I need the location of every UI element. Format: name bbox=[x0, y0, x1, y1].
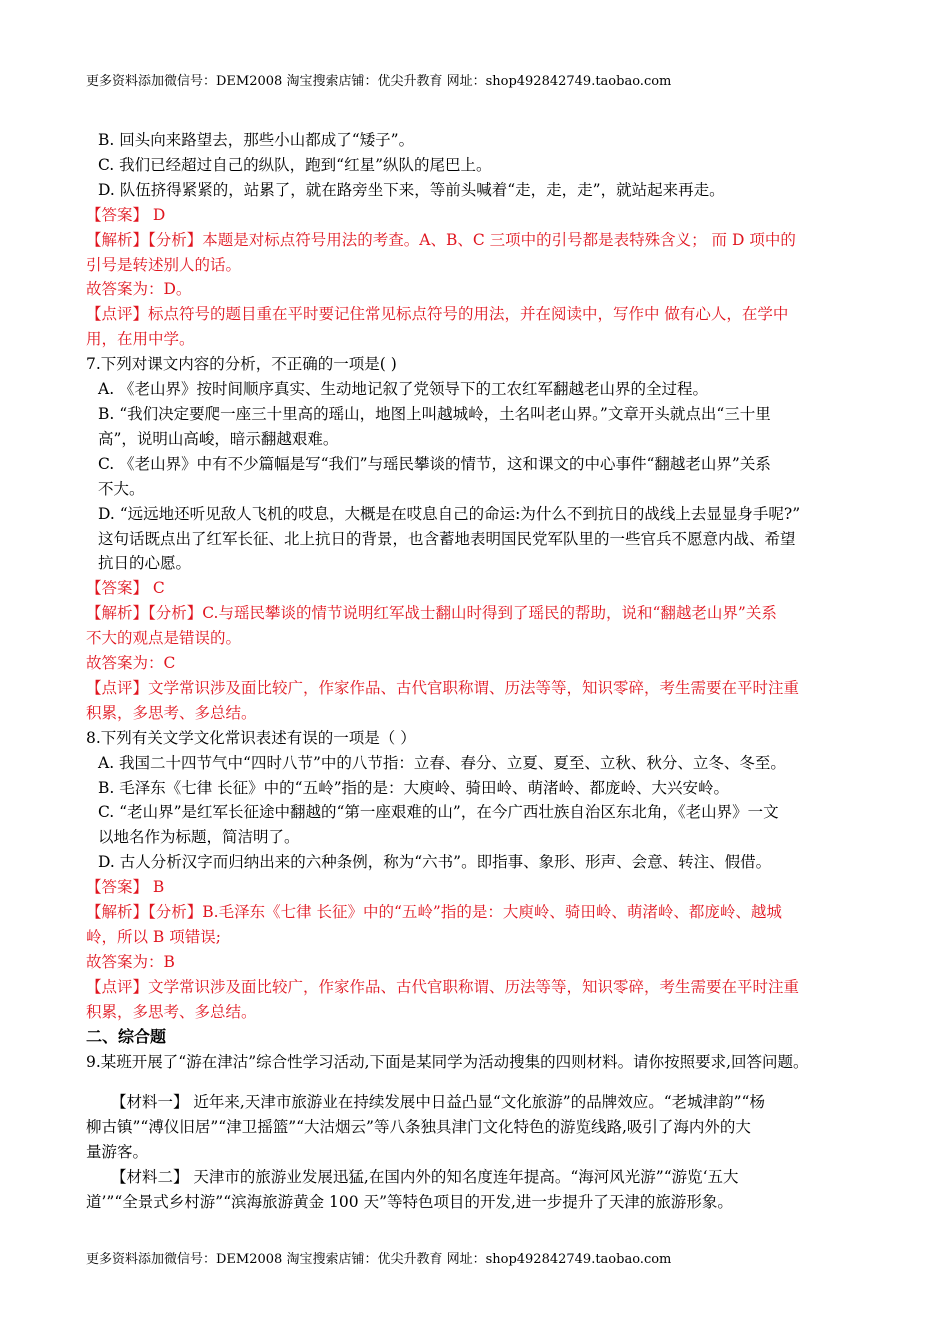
q8-option-b: B. 毛泽东《七律 长征》中的“五岭”指的是：大庾岭、骑田岭、萌渚岭、都庞岭、大兴安岭。 bbox=[98, 778, 730, 797]
q6-analysis-cont: 引号是转述别人的话。 bbox=[86, 255, 242, 274]
q7-option-c: C. 《老山界》中有不少篇幅是写“我们”与瑶民攀谈的情节，这和课文的中心事件“翻越老山界”关系 bbox=[98, 454, 771, 473]
q8-comment: 【点评】文学常识涉及面比较广，作家作品、古代官职称谓、历法等等，知识零碎，考生需要在平时注重 bbox=[86, 977, 800, 996]
q6-option-b: B. 回头向来路望去，那些小山都成了“矮子”。 bbox=[98, 131, 415, 149]
q7-comment: 【点评】文学常识涉及面比较广，作家作品、古代官职称谓、历法等等，知识零碎，考生需要在平时注重 bbox=[86, 678, 800, 697]
q7-stem: 7.下列对课文内容的分析，不正确的一项是( ) bbox=[86, 355, 397, 374]
q8-option-c-cont: 以地名作为标题，简洁明了。 bbox=[98, 828, 300, 847]
q7-conclusion: 故答案为：C bbox=[86, 654, 176, 673]
q8-conclusion: 故答案为：B bbox=[86, 952, 175, 971]
q7-option-a: A. 《老山界》按时间顺序真实、生动地记叙了党领导下的工农红军翻越老山界的全过程。 bbox=[98, 380, 709, 399]
q6-option-c: C. 我们已经超过自己的纵队，跑到“红星”纵队的尾巴上。 bbox=[98, 155, 492, 174]
q6-conclusion: 故答案为：D。 bbox=[86, 280, 192, 299]
q9-stem: 9.某班开展了“游在津沽”综合性学习活动,下面是某同学为活动搜集的四则材料。请你按照要求,回答问题。 bbox=[86, 1052, 809, 1071]
section-title: 二、综合题 bbox=[86, 1026, 167, 1046]
q6-comment: 【点评】标点符号的题目重在平时要记住常见标点符号的用法，并在阅读中，写作中 做有心人，在学中 bbox=[86, 305, 789, 324]
material-two-cont: 道’”“全景式乡村游”“滨海旅游黄金 100 天”等特色项目的开发,进一步提升了天津的旅游形象。 bbox=[86, 1193, 733, 1212]
document-body bbox=[86, 128, 866, 1215]
q6-analysis: 【解析】【分析】本题是对标点符号用法的考查。A、B、C 三项中的引号都是表特殊含义； 而 D 项中的 bbox=[86, 230, 796, 249]
material-two: 【材料二】 天津市的旅游业发展迅猛,在国内外的知名度连年提高。“海河风光游”“游览‘五大 bbox=[111, 1168, 739, 1187]
q6-comment-cont: 用，在用中学。 bbox=[86, 330, 195, 349]
material-one-cont2: 量游客。 bbox=[86, 1143, 149, 1162]
q7-comment-cont: 积累，多思考、多总结。 bbox=[86, 703, 257, 722]
q7-analysis: 【解析】【分析】C.与瑶民攀谈的情节说明红军战士翻山时得到了瑶民的帮助，说和“翻越老山界”关系 bbox=[86, 604, 777, 623]
q7-analysis-cont: 不大的观点是错误的。 bbox=[86, 629, 242, 648]
q8-option-c: C. “老山界”是红军长征途中翻越的“第一座艰难的山”，在今广西壮族自治区东北角，《老山界》一文 bbox=[98, 803, 779, 822]
q8-option-a: A. 我国二十四节气中“四时八节”中的八节指：立春、春分、立夏、夏至、立秋、秋分、立冬、冬至。 bbox=[98, 753, 786, 772]
q7-option-d-cont: 这句话既点出了红军长征、北上抗日的背景，也含蓄地表明国民党军队里的一些官兵不愿意内战、希望 bbox=[98, 529, 796, 548]
q8-analysis: 【解析】【分析】B.毛泽东《七律 长征》中的“五岭”指的是：大庾岭、骑田岭、萌渚岭、都庞岭、越城 bbox=[86, 903, 782, 922]
q8-answer: 【答案】 B bbox=[86, 878, 165, 897]
page-header: 更多资料添加微信号：DEM2008 淘宝搜索店铺：优尖升教育 网址：shop492842749.taobao.com bbox=[86, 74, 672, 89]
q7-option-b-cont: 高”，说明山高峻，暗示翻越艰难。 bbox=[98, 429, 339, 448]
q6-answer: 【答案】 D bbox=[86, 205, 166, 224]
page-footer: 更多资料添加微信号：DEM2008 淘宝搜索店铺：优尖升教育 网址：shop492842749.taobao.com bbox=[86, 1252, 672, 1267]
q7-option-b: B. “我们决定要爬一座三十里高的瑶山，地图上叫越城岭，土名叫老山界。”文章开头就点出“三十里 bbox=[98, 404, 771, 423]
q8-option-d: D. 古人分析汉字而归纳出来的六种条例，称为“六书”。即指事、象形、形声、会意、转注、假借。 bbox=[98, 853, 772, 872]
spacer bbox=[86, 1074, 866, 1090]
q8-stem: 8.下列有关文学文化常识表述有误的一项是（ ） bbox=[86, 728, 416, 747]
material-one-cont: 柳古镇”“溥仪旧居”“津卫摇篮”“大沽烟云”等八条独具津门文化特色的游览线路,吸引了海内外的大 bbox=[86, 1118, 751, 1137]
q7-answer: 【答案】 C bbox=[86, 579, 165, 598]
q7-option-d-cont2: 抗日的心愿。 bbox=[98, 554, 192, 573]
q7-option-d: D. “远远地还听见敌人飞机的哎息，大概是在哎息自己的命运:为什么不到抗日的战线上去显显身手呢?” bbox=[98, 504, 801, 523]
material-one: 【材料一】 近年来,天津市旅游业在持续发展中日益凸显“文化旅游”的品牌效应。“老城津韵”“杨 bbox=[111, 1093, 765, 1112]
q8-analysis-cont: 岭，所以 B 项错误; bbox=[86, 928, 221, 946]
q6-option-d: D. 队伍挤得紧紧的，站累了，就在路旁坐下来，等前头喊着“走，走，走”，就站起来再走。 bbox=[98, 180, 725, 199]
q7-option-c-cont: 不大。 bbox=[98, 479, 145, 498]
q8-comment-cont: 积累，多思考、多总结。 bbox=[86, 1002, 257, 1021]
